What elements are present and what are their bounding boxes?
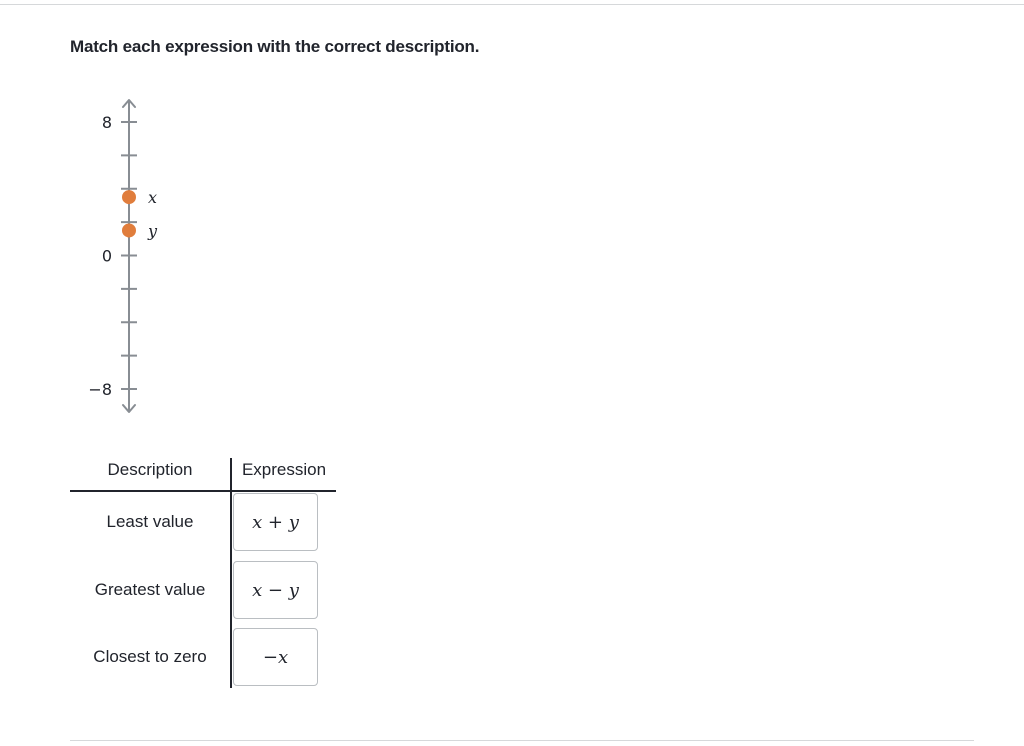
tick-label: 0 xyxy=(101,246,112,266)
question-prompt: Match each expression with the correct description. xyxy=(70,37,480,56)
number-line xyxy=(0,0,200,430)
description-header: Description xyxy=(107,460,193,479)
column-divider xyxy=(230,458,232,688)
description-closest-to-zero: Closest to zero xyxy=(93,647,207,666)
point-y xyxy=(122,223,136,237)
point-label-y: y xyxy=(148,221,158,241)
description-greatest-value: Greatest value xyxy=(94,580,206,599)
expression-header: Expression xyxy=(241,460,327,479)
description-least-value: Least value xyxy=(106,512,194,531)
expression-card-x-minus-y[interactable]: x − y xyxy=(233,561,318,619)
bottom-divider xyxy=(70,740,974,741)
point-x xyxy=(122,190,136,204)
expression-card-x-plus-y[interactable]: x + y xyxy=(233,493,318,551)
header-rule xyxy=(70,490,336,492)
tick-label: −8 xyxy=(88,380,112,399)
expression-card-negative-x[interactable]: −x xyxy=(233,628,318,686)
tick-label: 8 xyxy=(101,113,112,132)
point-label-x: x xyxy=(148,188,158,208)
match-table xyxy=(70,456,336,688)
